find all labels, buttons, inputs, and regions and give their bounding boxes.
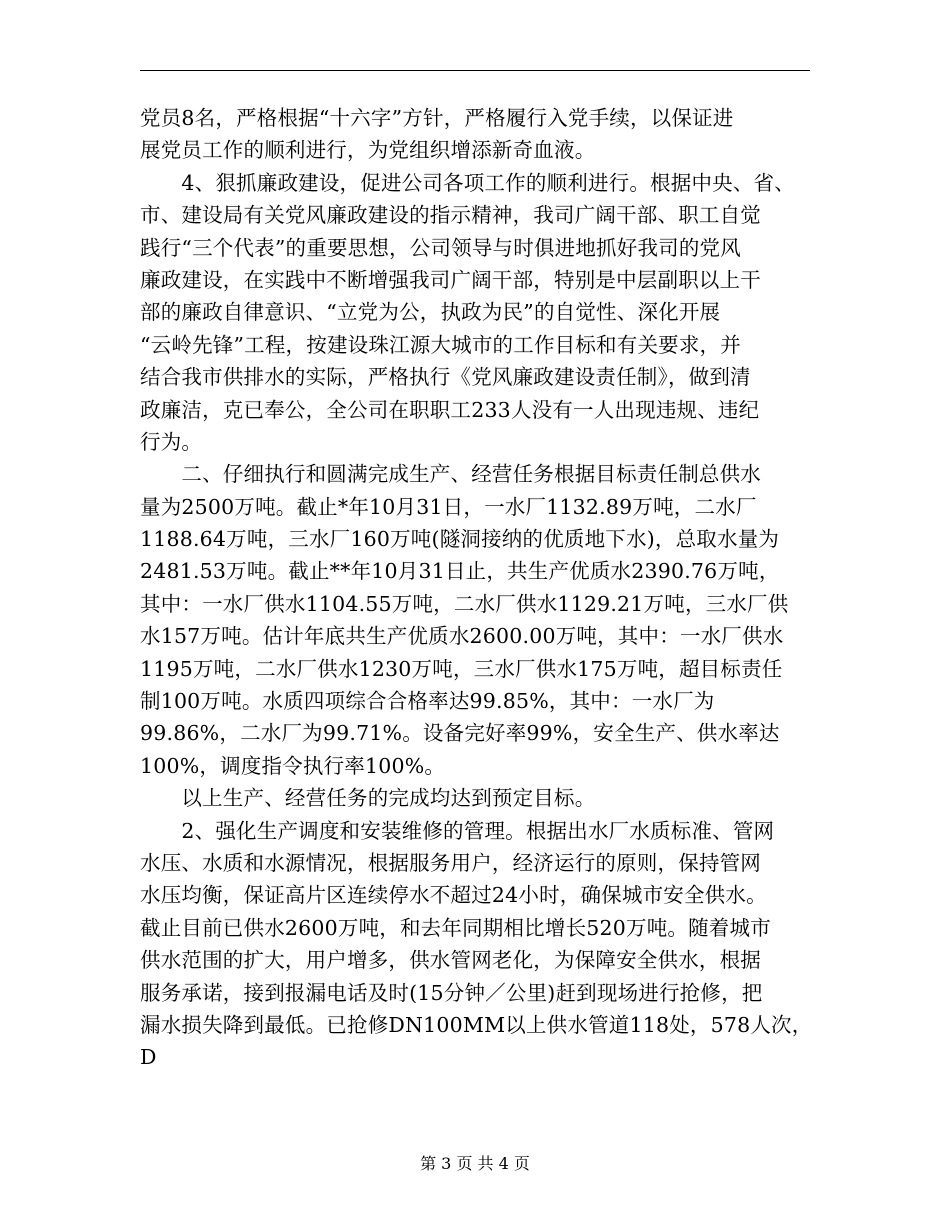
text-line: 政廉洁，克已奉公，全公司在职职工233人没有一人出现违规、违纪 [140, 397, 760, 422]
text-line: 2、强化生产调度和安装维修的管理。根据出水厂水质标准、管网 [140, 818, 775, 843]
text-line: 以上生产、经营任务的完成均达到预定目标。 [140, 786, 596, 811]
text-line: 党员8名，严格根据“十六字”方针，严格履行入党手续，以保证进 [140, 106, 734, 130]
text-line: 1188.64万吨，三水厂160万吨(隧洞接纳的优质地下水)，总取水量为 [140, 527, 780, 552]
header-rule [140, 70, 810, 71]
document-body [140, 102, 812, 1074]
text-line: 截止目前已供水2600万吨，和去年同期相比增长520万吨。随着城市 [140, 915, 771, 940]
text-line: 99.86%，二水厂为99.71%。设备完好率99%，安全生产、供水率达 [140, 721, 780, 746]
text-line: 4、狠抓廉政建设，促进公司各项工作的顺利进行。根据中央、省、 [140, 170, 795, 195]
text-line: 100%，调度指令执行率100%。 [140, 753, 446, 778]
text-line: 部的廉政自律意识、“立党为公，执政为民”的自觉性、深化开展 [140, 300, 721, 325]
text-line: 展党员工作的顺利进行，为党组织增添新奇血液。 [140, 138, 596, 163]
text-line: 量为2500万吨。截止*年10月31日，一水厂1132.89万吨，二水厂 [140, 494, 757, 519]
text-line: 服务承诺，接到报漏电话及时(15分钟／公里)赶到现场进行抢修，把 [140, 980, 763, 1005]
page-number-footer: 第 3 页 共 4 页 [420, 1154, 530, 1173]
text-line: 1195万吨，二水厂供水1230万吨，三水厂供水175万吨，超目标责任 [140, 656, 783, 681]
text-line: 水压均衡，保证高片区连续停水不超过24小时，确保城市安全供水。 [140, 883, 767, 908]
text-line: 其中：一水厂供水1104.55万吨，二水厂供水1129.21万吨，三水厂供 [140, 591, 789, 616]
text-line: 结合我市供排水的实际，严格执行《党风廉政建设责任制》，做到清 [140, 365, 751, 390]
text-line: 水压、水质和水源情况，根据服务用户，经济运行的原则，保持管网 [140, 850, 761, 875]
text-line: 行为。 [140, 429, 203, 454]
text-line: 二、仔细执行和圆满完成生产、经营任务根据目标责任制总供水 [140, 462, 761, 487]
text-line: D [140, 1045, 157, 1070]
text-line: 廉政建设，在实践中不断增强我司广阔干部，特别是中层副职以上干 [140, 267, 761, 292]
text-line: 2481.53万吨。截止**年10月31日止，共生产优质水2390.76万吨， [140, 559, 780, 584]
text-line: 践行“三个代表”的重要思想，公司领导与时俱进地抓好我司的党风 [140, 235, 741, 260]
text-line: 制100万吨。水质四项综合合格率达99.85%，其中：一水厂为 [140, 689, 715, 714]
text-line: 漏水损失降到最低。已抢修DN100MM以上供水管道118处，578人次， [140, 1012, 813, 1037]
text-line: 水157万吨。估计年底共生产优质水2600.00万吨，其中：一水厂供水 [140, 624, 784, 649]
text-line: 市、建设局有关党风廉政建设的指示精神，我司广阔干部、职工自觉 [140, 203, 761, 228]
text-line: “云岭先锋”工程，按建设珠江源大城市的工作目标和有关要求，并 [140, 332, 741, 357]
text-line: 供水范围的扩大，用户增多，供水管网老化，为保障安全供水，根据 [140, 948, 761, 973]
